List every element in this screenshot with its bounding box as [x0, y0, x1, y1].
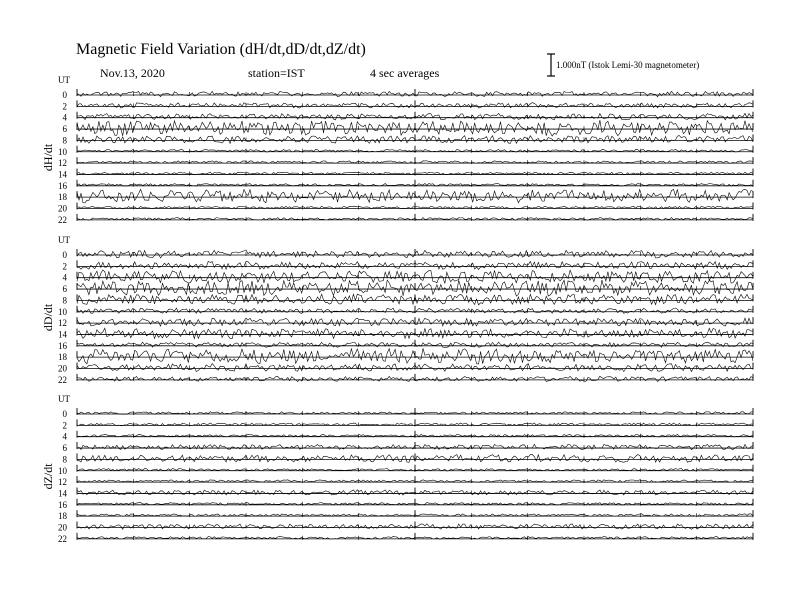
hour-label: 12: [58, 318, 67, 329]
hour-label: 6: [62, 124, 67, 135]
panel-label: dZ/dt: [41, 463, 55, 490]
trace-row: [58, 363, 753, 374]
trace-row: [63, 419, 754, 430]
trace-row: [58, 214, 753, 225]
hour-label: 0: [62, 90, 67, 100]
hour-label: 4: [62, 272, 67, 283]
hour-label: 8: [62, 135, 67, 146]
hour-label: 20: [58, 522, 67, 533]
trace-row: [63, 294, 754, 305]
averaging-label: 4 sec averages: [370, 66, 440, 80]
hour-label: 2: [62, 101, 67, 112]
scale-bar: [547, 54, 699, 76]
trace-row: [58, 487, 753, 498]
hour-label: 10: [58, 465, 67, 476]
hour-label: 10: [58, 306, 67, 317]
hour-label: 6: [62, 284, 67, 295]
hour-label: 16: [58, 340, 67, 351]
trace-row: [63, 120, 754, 136]
trace-row: [58, 374, 753, 385]
panel-dz-dt: [41, 394, 753, 544]
hour-label: 20: [58, 363, 67, 374]
trace-row: [58, 533, 753, 544]
scale-bar-label: 1.000nT (Istok Lemi-30 magnetometer): [556, 60, 700, 70]
hour-label: 0: [62, 409, 67, 419]
trace-row: [63, 260, 754, 271]
hour-label: 2: [62, 261, 67, 272]
trace-row: [63, 112, 754, 123]
hour-label: 8: [62, 295, 67, 306]
ut-axis-label: UT: [58, 75, 70, 85]
hour-label: 14: [58, 488, 67, 499]
trace-row: [63, 134, 754, 145]
trace-row: [58, 522, 753, 533]
trace-row: [58, 203, 753, 214]
chart-title: Magnetic Field Variation (dH/dt,dD/dt,dZ/dt): [76, 41, 366, 58]
trace-row: [58, 328, 753, 339]
trace-row: [63, 270, 754, 284]
trace-row: [58, 340, 753, 351]
trace-row: [58, 157, 753, 168]
trace-row: [63, 89, 754, 100]
hour-label: 12: [58, 158, 67, 169]
trace-row: [63, 453, 754, 464]
hour-label: 4: [62, 112, 67, 123]
hour-label: 18: [58, 511, 67, 522]
hour-label: 18: [58, 192, 67, 203]
hour-label: 10: [58, 146, 67, 157]
date-label: Nov.13, 2020: [100, 66, 165, 80]
panel-dd-dt: [41, 235, 753, 385]
hour-label: 18: [58, 352, 67, 363]
trace-row: [58, 317, 753, 328]
trace-row: [58, 189, 753, 202]
hour-label: 2: [62, 420, 67, 431]
panel-label: dH/dt: [41, 143, 55, 172]
panels-group: [41, 75, 753, 544]
hour-label: 22: [58, 533, 67, 544]
trace-line: [77, 348, 753, 364]
ut-axis-label: UT: [58, 235, 70, 245]
station-label: station=IST: [248, 66, 305, 80]
trace-row: [58, 146, 753, 157]
hour-label: 4: [62, 431, 67, 442]
hour-label: 14: [58, 169, 67, 180]
panel-dh-dt: [41, 75, 753, 225]
trace-row: [58, 510, 753, 521]
ut-axis-label: UT: [58, 394, 70, 404]
trace-row: [58, 499, 753, 510]
trace-row: [58, 306, 753, 317]
hour-label: 22: [58, 374, 67, 385]
trace-row: [63, 408, 754, 419]
trace-row: [58, 465, 753, 476]
hour-label: 0: [62, 250, 67, 260]
hour-label: 16: [58, 499, 67, 510]
panel-label: dD/dt: [41, 303, 55, 332]
trace-row: [63, 249, 754, 260]
trace-row: [63, 431, 754, 442]
trace-line: [77, 120, 753, 136]
hour-label: 14: [58, 329, 67, 340]
hour-label: 8: [62, 454, 67, 465]
hour-label: 22: [58, 214, 67, 225]
trace-row: [63, 280, 754, 296]
trace-row: [58, 348, 753, 364]
hour-label: 12: [58, 477, 67, 488]
hour-label: 6: [62, 443, 67, 454]
hour-label: 16: [58, 180, 67, 191]
hour-label: 20: [58, 203, 67, 214]
trace-row: [58, 180, 753, 191]
trace-row: [58, 476, 753, 487]
trace-row: [63, 100, 754, 111]
trace-row: [63, 442, 754, 453]
trace-row: [58, 168, 753, 179]
